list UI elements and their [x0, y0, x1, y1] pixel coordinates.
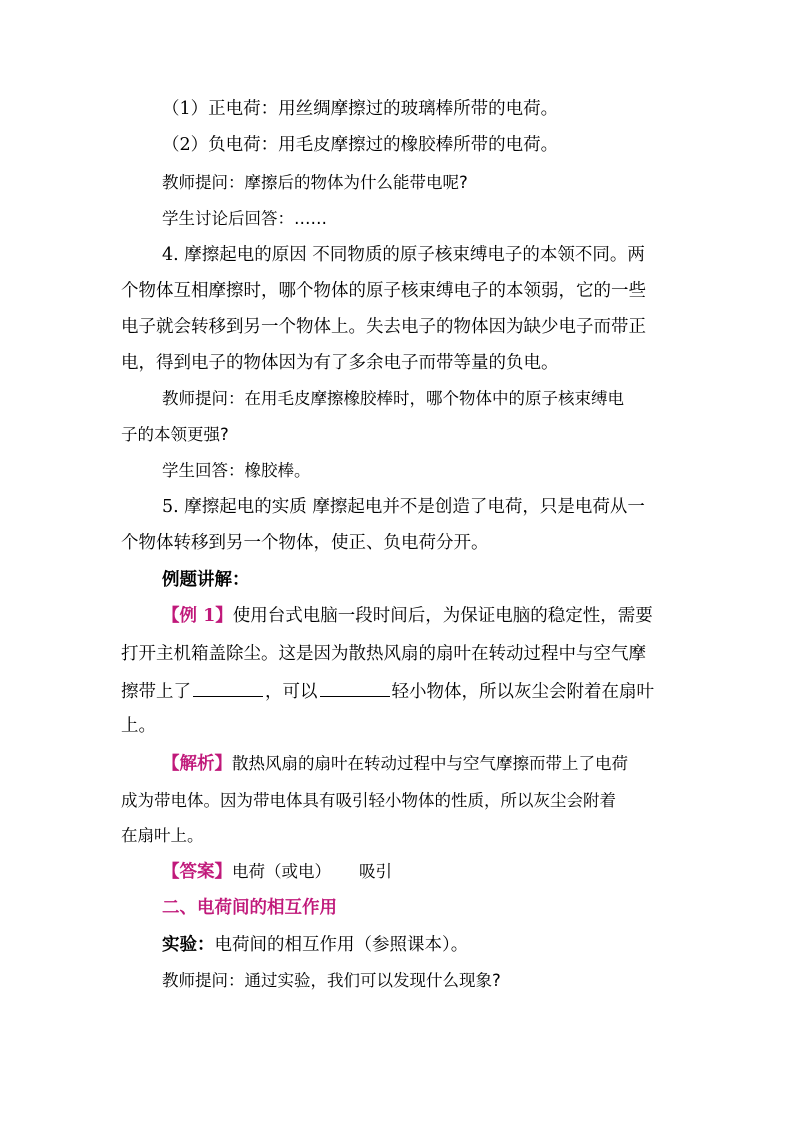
point-4-line-4: 电，得到电子的物体因为有了多余电子而带等量的负电。: [121, 353, 559, 373]
point-4-line-2: 个物体互相摩擦时，哪个物体的原子核束缚电子的本领弱，它的一些: [121, 281, 646, 301]
teacher-question-3: 教师提问：通过实验，我们可以发现什么现象?: [162, 971, 501, 990]
experiment-label: 实验：: [162, 935, 215, 955]
example-heading: 例题讲解：: [162, 570, 250, 590]
answer-blank-2[interactable]: [320, 678, 390, 697]
example-line-2: 打开主机箱盖除尘。这是因为散热风扇的扇叶在转动过程中与空气摩: [121, 644, 646, 664]
answer-line: [162, 858, 722, 886]
answer-tag: 【答案】: [162, 862, 232, 882]
teacher-question-1: 教师提问：摩擦后的物体为什么能带电呢?: [162, 173, 468, 192]
point-5-line-2: 个物体转移到另一个物体，使正、负电荷分开。: [121, 533, 489, 553]
experiment-line: [162, 931, 722, 959]
answer-part-1: 电荷（或电）: [232, 862, 331, 881]
example-text-3b: ，可以: [265, 682, 318, 702]
answer-blank-1[interactable]: [193, 678, 263, 697]
example-tag: 【例 1】: [162, 606, 233, 626]
analysis-line-3: 在扇叶上。: [121, 826, 204, 845]
definition-negative-charge: （2）负电荷：用毛皮摩擦过的橡胶棒所带的电荷。: [162, 135, 559, 155]
definition-positive-charge: （1）正电荷：用丝绸摩擦过的玻璃棒所带的电荷。: [162, 99, 559, 119]
example-text-1: 使用台式电脑一段时间后，为保证电脑的稳定性，需要: [232, 606, 653, 626]
point-5-line-1: 5. 摩擦起电的实质 摩擦起电并不是创造了电荷，只是电荷从一: [162, 497, 645, 517]
example-text-3a: 擦带上了: [121, 682, 191, 702]
analysis-line-2: 成为带电体。因为带电体具有吸引轻小物体的性质，所以灰尘会附着: [121, 791, 616, 810]
experiment-text: 电荷间的相互作用（参照课本）。: [214, 935, 469, 955]
example-text-3c: 轻小物体，所以灰尘会附着在扇叶: [391, 682, 654, 702]
analysis-text-1: 散热风扇的扇叶在转动过程中与空气摩擦而带上了电荷: [232, 754, 628, 773]
answer-part-2: 吸引: [359, 862, 392, 881]
example-line-4: 上。: [121, 716, 156, 736]
point-4-line-3: 电子就会转移到另一个物体上。失去电子的物体因为缺少电子而带正: [121, 317, 646, 337]
analysis-line-1: [162, 750, 722, 778]
section-2-heading: 二、电荷间的相互作用: [162, 898, 337, 918]
example-line-1: [162, 602, 722, 630]
example-line-3: [121, 678, 681, 706]
student-answer-2: 学生回答：橡胶棒。: [162, 461, 311, 480]
teacher-question-2-line-1: 教师提问：在用毛皮摩擦橡胶棒时，哪个物体中的原子核束缚电: [162, 389, 624, 408]
student-answer-1: 学生讨论后回答：……: [162, 209, 327, 228]
teacher-question-2-line-2: 子的本领更强?: [121, 425, 229, 444]
analysis-tag: 【解析】: [162, 754, 232, 774]
point-4-line-1: 4. 摩擦起电的原因 不同物质的原子核束缚电子的本领不同。两: [162, 245, 645, 265]
